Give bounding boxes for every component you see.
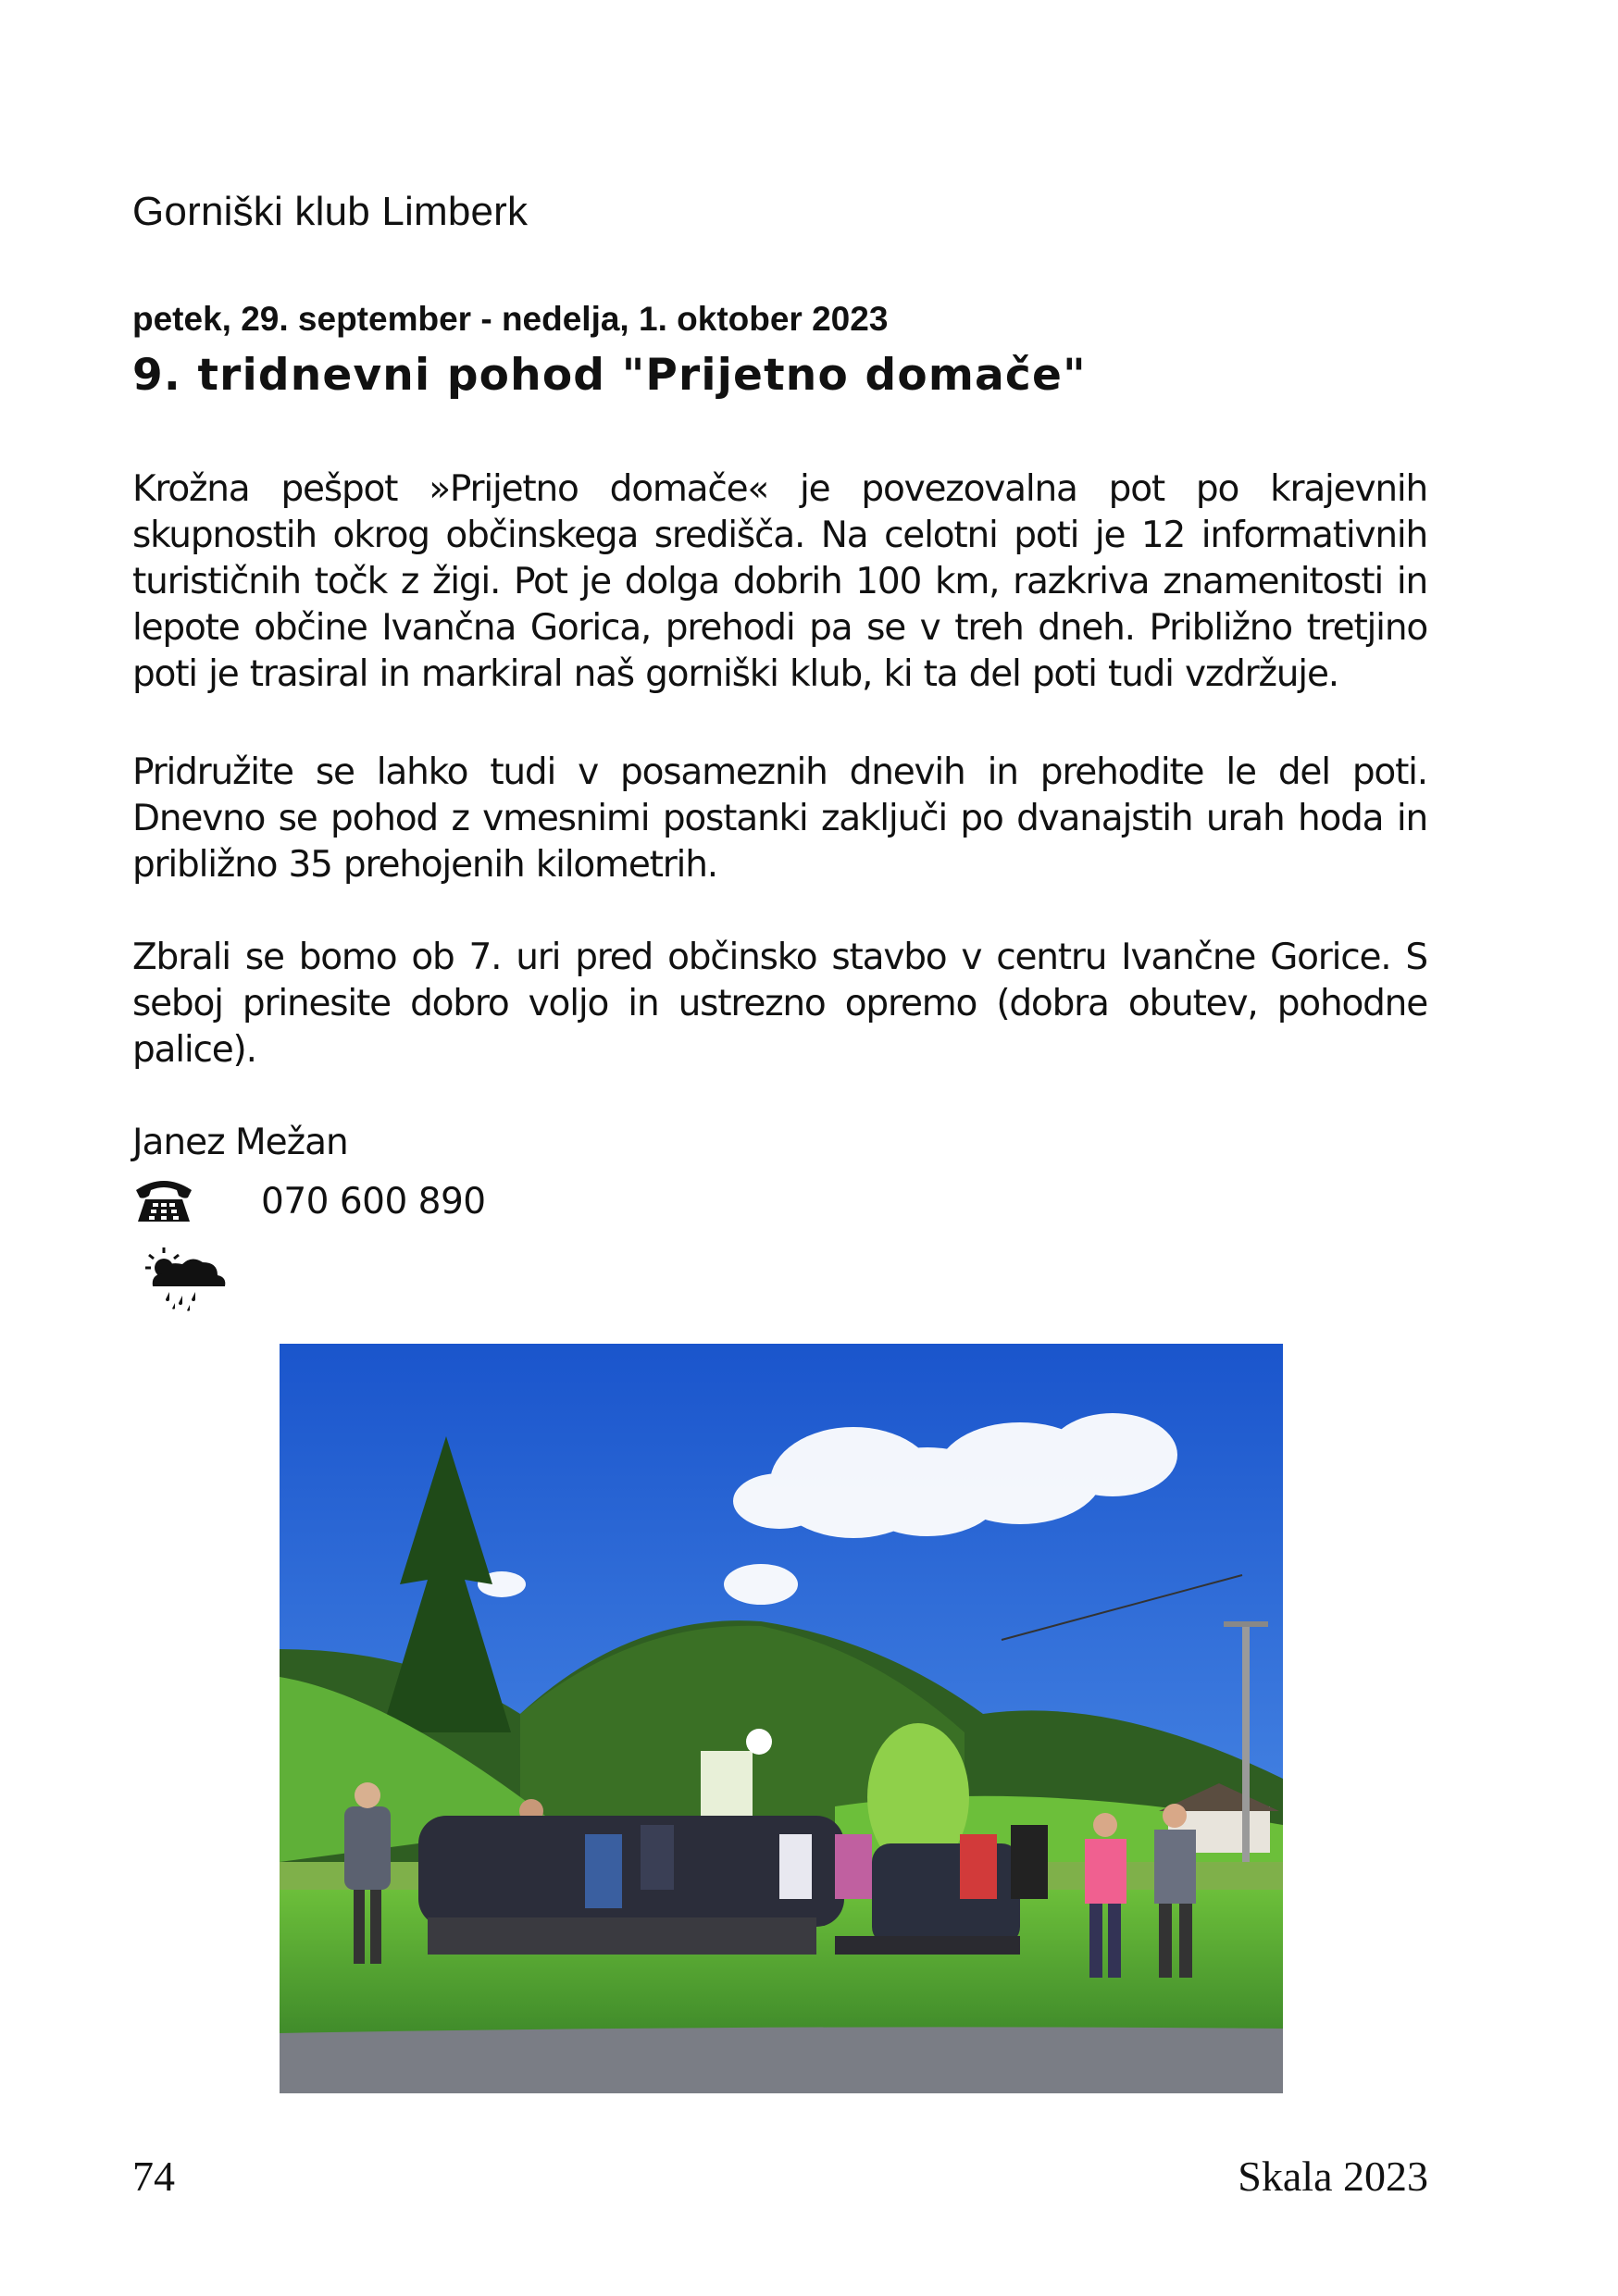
contact-name: Janez Mežan xyxy=(132,1122,348,1163)
publication-name: Skala 2023 xyxy=(1238,2153,1428,2200)
paragraph-meeting: Zbrali se bomo ob 7. uri pred občinsko stavbo v centru Ivančne Gorice. S seboj prinesite dobro voljo in ustrezno opremo (dobra obutev, pohodne palice). xyxy=(132,937,1427,1071)
sun-cloud-rain-icon xyxy=(143,1246,227,1312)
paragraph-daily: Pridružite se lahko tudi v posameznih dnevih in prehodite le del poti. Dnevno se pohod z vmesnimi postanki zaključi po dvanajstih urah hoda in približno 35 prehojenih kilometrih. xyxy=(132,751,1427,886)
phone-number: 070 600 890 xyxy=(261,1181,486,1222)
event-date: petek, 29. september - nedelja, 1. oktober 2023 xyxy=(132,300,889,338)
club-name: Gorniški klub Limberk xyxy=(132,189,529,234)
hiking-group-photo xyxy=(280,1344,1283,2093)
telephone-icon xyxy=(132,1173,195,1225)
page-number: 74 xyxy=(132,2153,175,2200)
event-title: 9. tridnevni pohod "Prijetno domače" xyxy=(132,350,1087,401)
paragraph-route: Krožna pešpot »Prijetno domače« je povezovalna pot po krajevnih skupnostih okrog občinskega središča. Na celotni poti je 12 informativnih turističnih točk z žigi. Pot je dolga dobrih 100 km, razkriva znamenitosti in lepote občine Ivančna Gorica, prehodi pa se v treh dneh. Približno tretjino poti je trasiral in markiral naš gorniški klub, ki ta del poti tudi vzdržuje. xyxy=(132,468,1427,695)
